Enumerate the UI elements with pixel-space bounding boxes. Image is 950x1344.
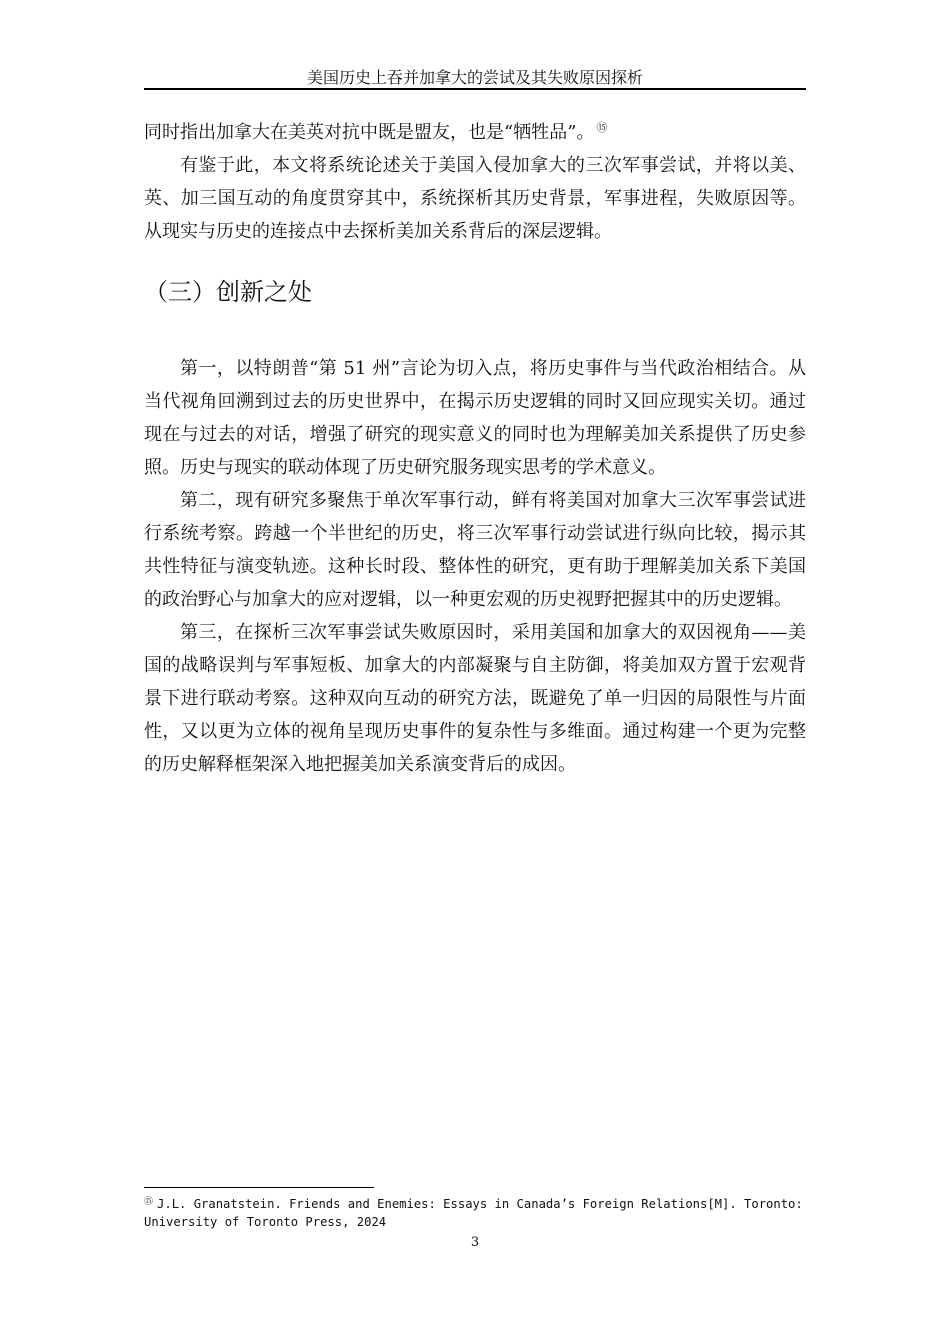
intro-paragraph-1-text: 同时指出加拿大在美英对抗中既是盟友，也是“牺牲品”。 xyxy=(144,122,595,143)
page-number: 3 xyxy=(470,1235,480,1250)
section-body xyxy=(144,352,806,781)
section-paragraph-2: 第二，现有研究多聚焦于单次军事行动，鲜有将美国对加拿大三次军事尝试进行系统考察。跨越一个半世纪的历史，将三次军事行动尝试进行纵向比较，揭示其共性特征与演变轨迹。这种长时段、整体性的研究，更有助于理解美加关系下美国的政治野心与加拿大的应对逻辑，以一种更宏观的历史视野把握其中的历史逻辑。 xyxy=(144,490,806,610)
footnote-divider xyxy=(144,1187,374,1188)
footnote xyxy=(144,1195,806,1231)
header-divider xyxy=(144,88,806,90)
running-header: 美国历史上吞并加拿大的尝试及其失败原因探析 xyxy=(306,68,643,87)
footnote-marker: ⑮ xyxy=(144,1197,154,1207)
intro-paragraph-1 xyxy=(144,116,806,149)
section-heading: （三）创新之处 xyxy=(144,278,312,306)
intro-text xyxy=(144,116,806,248)
footnote-text: J.L. Granatstein. Friends and Enemies: Essays in Canada’s Foreign Relations[M]. Toronto: University of Toronto Press, 2024 xyxy=(144,1197,803,1229)
section-paragraph-1: 第一，以特朗普“第 51 州”言论为切入点，将历史事件与当代政治相结合。从当代视角回溯到过去的历史世界中，在揭示历史逻辑的同时又回应现实关切。通过现在与过去的对话，增强了研究的现实意义的同时也为理解美加关系提供了历史参照。历史与现实的联动体现了历史研究服务现实思考的学术意义。 xyxy=(144,358,806,478)
footnote-reference-marker: ⑮ xyxy=(596,121,608,134)
section-paragraph-3: 第三，在探析三次军事尝试失败原因时，采用美国和加拿大的双因视角——美国的战略误判与军事短板、加拿大的内部凝聚与自主防御，将美加双方置于宏观背景下进行联动考察。这种双向互动的研究方法，既避免了单一归因的局限性与片面性，又以更为立体的视角呈现历史事件的复杂性与多维面。通过构建一个更为完整的历史解释框架深入地把握美加关系演变背后的成因。 xyxy=(144,622,806,775)
intro-paragraph-2: 有鉴于此，本文将系统论述关于美国入侵加拿大的三次军事尝试，并将以美、英、加三国互动的角度贯穿其中，系统探析其历史背景，军事进程，失败原因等。从现实与历史的连接点中去探析美加关系背后的深层逻辑。 xyxy=(144,155,806,242)
